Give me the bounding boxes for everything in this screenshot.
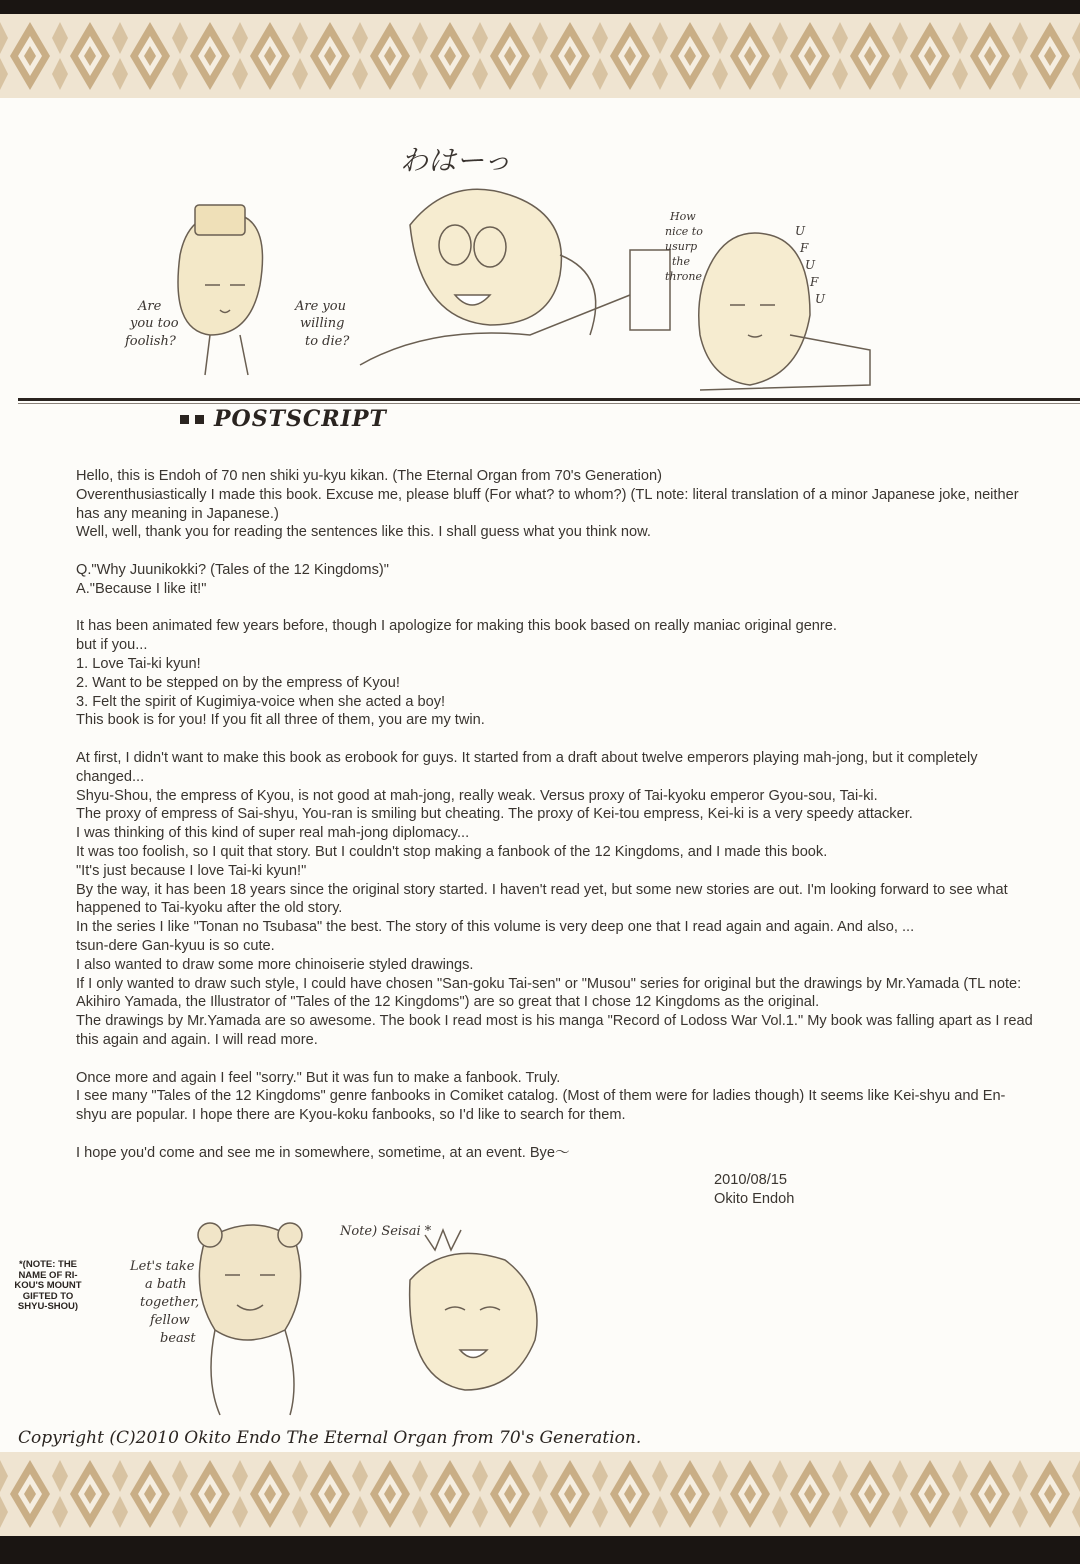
- body-line: I hope you'd come and see me in somewhere, sometime, at an event. Bye〜: [76, 1144, 570, 1161]
- body-line: It has been animated few years before, though I apologize for making this book based on really maniac original genre.: [76, 618, 837, 635]
- body-line: The drawings by Mr.Yamada are so awesome. The book I read most is his manga "Record of Lodoss War Vol.1." My book was falling apart as I read this again and again. I will read more.: [76, 1013, 1033, 1048]
- postscript-heading: [180, 406, 387, 432]
- signature-name: Okito Endoh: [714, 1191, 795, 1207]
- seisai-character-drawing: [410, 1230, 537, 1390]
- body-line: In the series I like "Tonan no Tsubasa" the best. The story of this volume is very deep one that I read again and again. And also, ...: [76, 919, 915, 936]
- bullet-square-icon: [180, 415, 189, 424]
- japanese-sfx: わはーっ: [400, 144, 511, 177]
- body-line: I was thinking of this kind of super real mah-jong diplomacy...: [76, 825, 470, 842]
- top-edge-bar: [0, 0, 1080, 14]
- body-line: The proxy of empress of Sai-shyu, You-ran is smiling but cheating. The proxy of Kei-tou empress, Kei-ki is a very speedy attacker.: [76, 806, 913, 823]
- footnote: *(NOTE: THE NAME OF RI-KOU'S MOUNT GIFTED TO SHYU-SHOU): [14, 1259, 82, 1313]
- body-line: This book is for you! If you fit all three of them, you are my twin.: [76, 712, 485, 729]
- section-divider-thin: [18, 403, 1080, 404]
- sfx-ufufu: U F U F U: [795, 224, 826, 306]
- postscript-body: [76, 467, 1036, 1162]
- paragraph-gap: [76, 1050, 1036, 1069]
- bubble-left-2: Are you willing to die?: [295, 299, 350, 349]
- ornamental-border-top: [0, 14, 1080, 98]
- paragraph-gap: [76, 1125, 1036, 1144]
- bubble-tiger: Let's take a bath together, fellow beast: [130, 1259, 200, 1346]
- bullet-square-icon: [195, 415, 204, 424]
- bubble-right: How nice to usurp the throne: [665, 210, 703, 283]
- character-right-drawing: [630, 233, 870, 390]
- body-line: I see many "Tales of the 12 Kingdoms" genre fanbooks in Comiket catalog. (Most of them were for ladies though) It seems like Kei-shyu and En-shyu are popular. I hope there are Kyou-koku fanbooks, so I'd like to search for them.: [76, 1088, 1006, 1124]
- body-line: Well, well, thank you for reading the sentences like this. I shall guess what you think now.: [76, 524, 651, 541]
- body-line: Once more and again I feel "sorry." But it was fun to make a fanbook. Truly.: [76, 1069, 561, 1086]
- body-line: At first, I didn't want to make this book as erobook for guys. It started from a draft about twelve emperors playing mah-jong, but it completely changed...: [76, 749, 978, 785]
- body-line: but if you...: [76, 637, 148, 654]
- body-line: Q."Why Juunikokki? (Tales of the 12 Kingdoms)": [76, 561, 389, 578]
- top-illustration: [110, 135, 970, 397]
- body-line: Shyu-Shou, the empress of Kyou, is not good at mah-jong, really weak. Versus proxy of Tai-kyoku emperor Gyou-sou, Tai-ki.: [76, 787, 878, 804]
- signature-block: [714, 1171, 794, 1209]
- body-line: Overenthusiastically I made this book. Excuse me, please bluff (For what? to whom?) (TL note: literal translation of a minor Japanese joke, neither has any meaning in Japanese.): [76, 486, 1019, 522]
- section-divider: [18, 398, 1080, 401]
- bottom-edge-bar: [0, 1536, 1080, 1564]
- tiger-character-drawing: [198, 1223, 302, 1415]
- body-line: It was too foolish, so I quit that story. But I couldn't stop making a fanbook of the 12 Kingdoms, and I made this book.: [76, 843, 828, 860]
- page-title: POSTSCRIPT: [214, 406, 387, 432]
- body-line: tsun-dere Gan-kyuu is so cute.: [76, 937, 275, 954]
- body-line: By the way, it has been 18 years since the original story started. I haven't read yet, but some new stories are out. I'm looking forward to see what happened to Tai-kyoku after the old story.: [76, 881, 1008, 917]
- note-seisai-label: Note) Seisai *: [340, 1224, 432, 1239]
- body-line: 2. Want to be stepped on by the empress of Kyou!: [76, 674, 400, 691]
- character-center-drawing: [360, 189, 630, 365]
- body-line: 1. Love Tai-ki kyun!: [76, 655, 201, 672]
- body-line: "It's just because I love Tai-ki kyun!": [76, 862, 307, 879]
- body-line: 3. Felt the spirit of Kugimiya-voice when she acted a boy!: [76, 693, 446, 710]
- character-left-drawing: [178, 205, 263, 375]
- body-line: If I only wanted to draw such style, I could have chosen "San-goku Tai-sen" or "Musou" series for original but the drawings by Mr.Yamada (TL note: Akihiro Yamada, the Illustrator of "Tales of the 12 Kingdoms") are so great that I chose 12 Kingdoms as the original.: [76, 975, 1022, 1011]
- paragraph-gap: [76, 542, 1036, 561]
- bottom-illustration: [125, 1200, 625, 1425]
- paragraph-gap: [76, 730, 1036, 749]
- bubble-left-1: Are you too foolish?: [125, 299, 179, 349]
- paragraph-gap: [76, 599, 1036, 618]
- body-line: I also wanted to draw some more chinoiserie styled drawings.: [76, 956, 474, 973]
- copyright-line: Copyright (C)2010 Okito Endo The Eternal Organ from 70's Generation.: [18, 1428, 642, 1448]
- body-line: Hello, this is Endoh of 70 nen shiki yu-kyu kikan. (The Eternal Organ from 70's Generation): [76, 468, 663, 484]
- signature-date: 2010/08/15: [714, 1172, 788, 1188]
- body-line: A."Because I like it!": [76, 580, 207, 597]
- ornamental-border-bottom: [0, 1452, 1080, 1536]
